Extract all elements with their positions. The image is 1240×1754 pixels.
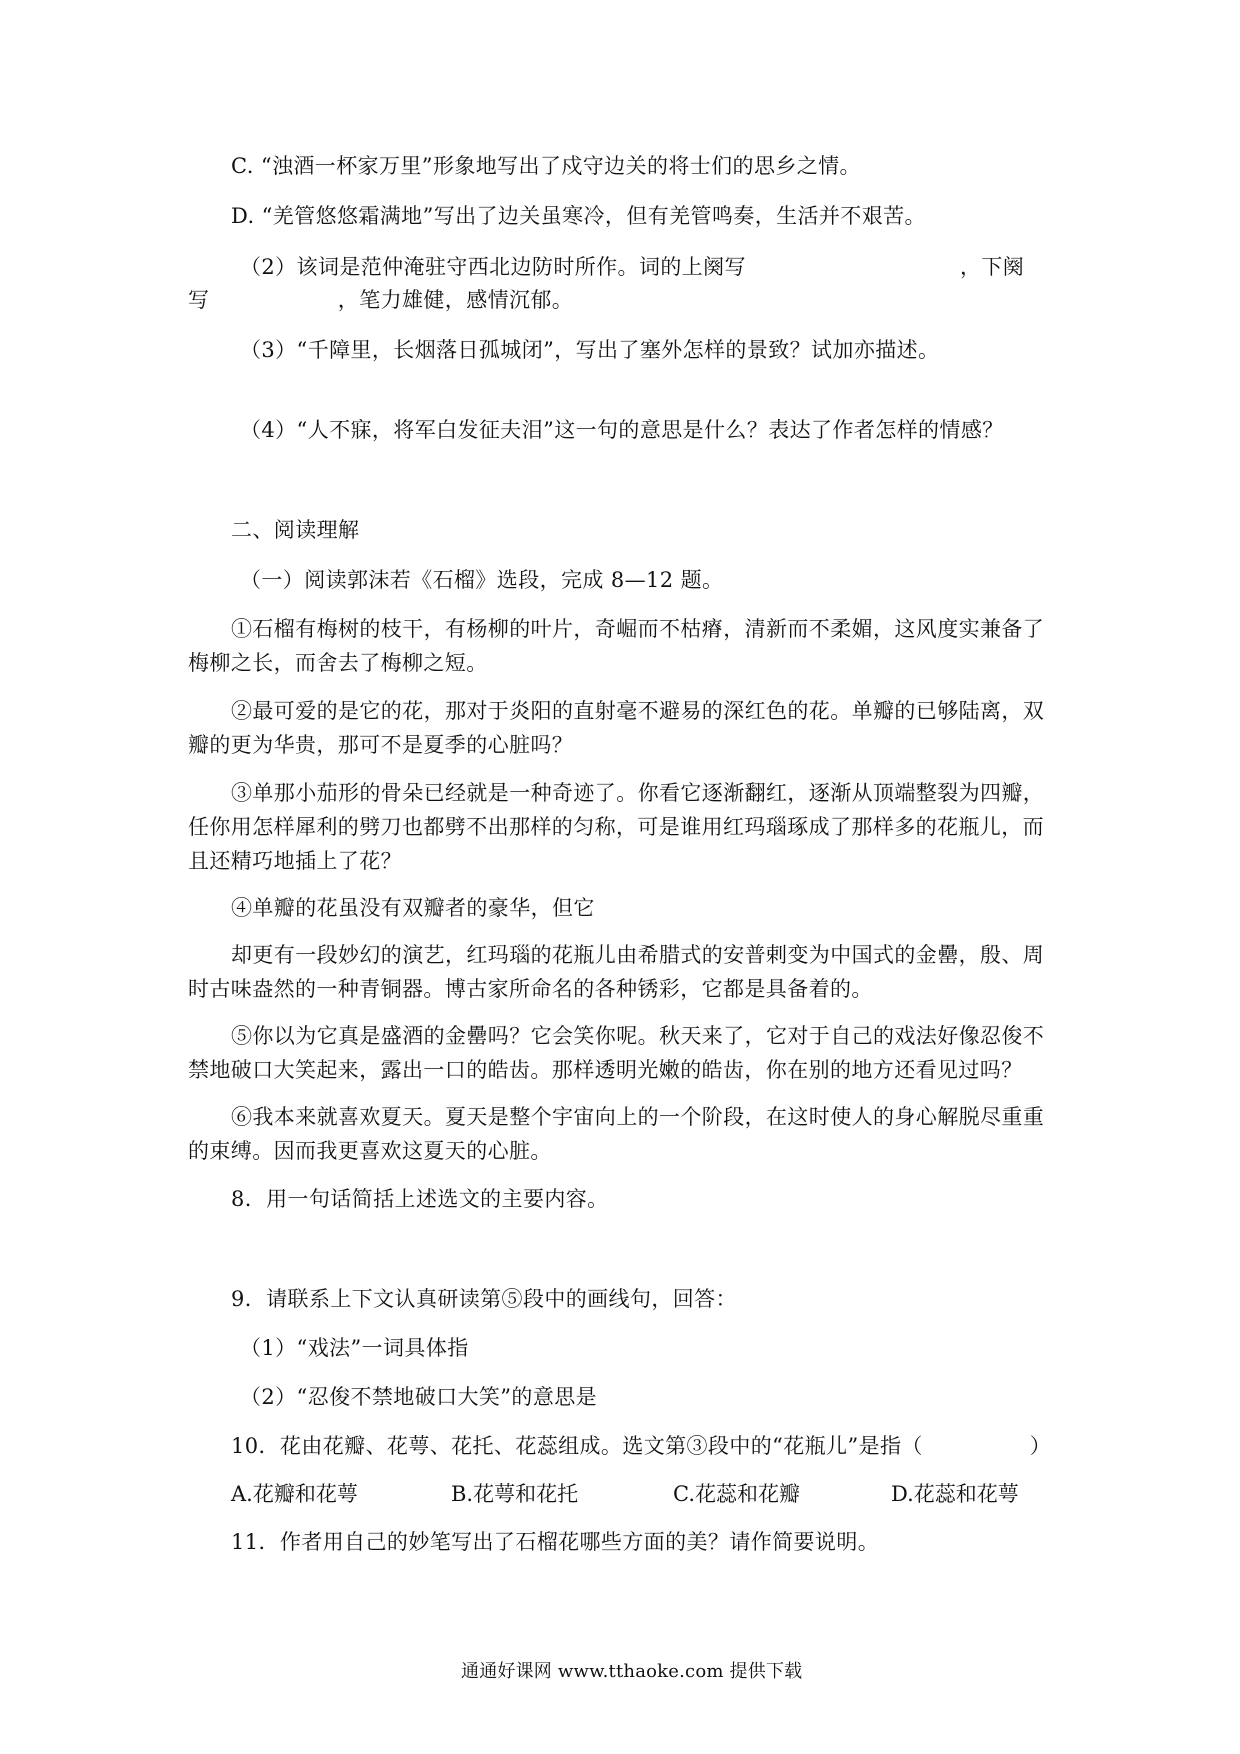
paragraph-5-line-2: 禁地破口大笑起来，露出一口的皓齿。那样透明光嫩的皓齿，你在别的地方还看见过吗？ [188, 1058, 1023, 1082]
paragraph-5-line-1: ⑤你以为它真是盛酒的金罍吗？它会笑你呢。秋天来了，它对于自己的戏法好像忍俊不 [231, 1024, 1045, 1048]
option-d: D.花蕊和花萼 [891, 1482, 1019, 1506]
question-4-line: （4）“人不寐，将军白发征夫泪”这一句的意思是什么？表达了作者怎样的情感？ [240, 418, 1004, 442]
option-d-line: D. “羌管悠悠霜满地”写出了边关虽寒冷，但有羌管鸣奏，生活并不艰苦。 [231, 204, 926, 228]
section-heading: 二、阅读理解 [231, 518, 360, 542]
page-footer: 通通好课网 www.tthaoke.com 提供下载 [461, 1661, 803, 1682]
paragraph-4-line-3: 时古味盎然的一种青铜器。博古家所命名的各种锈彩，它都是具备着的。 [188, 977, 873, 1001]
option-c-line: C. “浊酒一杯家万里”形象地写出了戍守边关的将士们的思乡之情。 [231, 154, 861, 178]
option-a: A.花瓣和花萼 [231, 1482, 358, 1506]
paragraph-3-line-3: 且还精巧地插上了花？ [188, 849, 402, 873]
paragraph-3-line-2: 任你用怎样犀利的劈刀也都劈不出那样的匀称，可是谁用红玛瑙琢成了那样多的花瓶儿，而 [188, 815, 1044, 839]
question-2-line-2: 写 ，笔力雄健，感情沉郁。 [188, 288, 574, 312]
paragraph-2-line-1: ②最可爱的是它的花，那对于炎阳的直射毫不避易的深红色的花。单瓣的已够陆离，双 [231, 699, 1045, 723]
paragraph-2-line-2: 瓣的更为华贵，那可不是夏季的心脏吗？ [188, 733, 574, 757]
paragraph-3-line-1: ③单那小茄形的骨朵已经就是一种奇迹了。你看它逐渐翻红，逐渐从顶端整裂为四瓣， [231, 781, 1045, 805]
option-c: C.花蕊和花瓣 [673, 1482, 800, 1506]
option-b: B.花萼和花托 [451, 1482, 579, 1506]
paragraph-6-line-2: 的束缚。因而我更喜欢这夏天的心脏。 [188, 1139, 552, 1163]
question-3-line: （3）“千障里，长烟落日孤城闭”，写出了塞外怎样的景致？试加亦描述。 [240, 338, 940, 362]
question-11: 11．作者用自己的妙笔写出了石榴花哪些方面的美？请作简要说明。 [231, 1530, 880, 1554]
question-8: 8．用一句话简括上述选文的主要内容。 [231, 1187, 609, 1211]
question-9: 9．请联系上下文认真研读第⑤段中的画线句，回答： [231, 1287, 737, 1311]
reading-instruction: （一）阅读郭沫若《石榴》选段，完成 8—12 题。 [240, 568, 724, 592]
question-10: 10．花由花瓣、花萼、花托、花蕊组成。选文第③段中的“花瓶儿”是指（ ） [231, 1434, 1052, 1458]
question-2-line-1: （2）该词是范仲淹驻守西北边防时所作。词的上阕写 ，下阕 [240, 255, 1025, 279]
paragraph-1-line-1: ①石榴有梅树的枝干，有杨柳的叶片，奇崛而不枯瘠，清新而不柔媚，这风度实兼备了 [231, 617, 1045, 641]
question-10-options [231, 1480, 1061, 1510]
question-9-part-1: （1）“戏法”一词具体指 [240, 1336, 469, 1360]
paragraph-6-line-1: ⑥我本来就喜欢夏天。夏天是整个宇宙向上的一个阶段，在这时使人的身心解脱尽重重 [231, 1105, 1045, 1129]
paragraph-4-line-1: ④单瓣的花虽没有双瓣者的豪华，但它 [231, 896, 595, 920]
paragraph-4-line-2: 却更有一段妙幻的演艺，红玛瑙的花瓶儿由希腊式的安普剌变为中国式的金罍，殷、周 [231, 943, 1045, 967]
paragraph-1-line-2: 梅柳之长，而舍去了梅柳之短。 [188, 651, 488, 675]
question-9-part-2: （2）“忍俊不禁地破口大笑”的意思是 [240, 1385, 598, 1409]
